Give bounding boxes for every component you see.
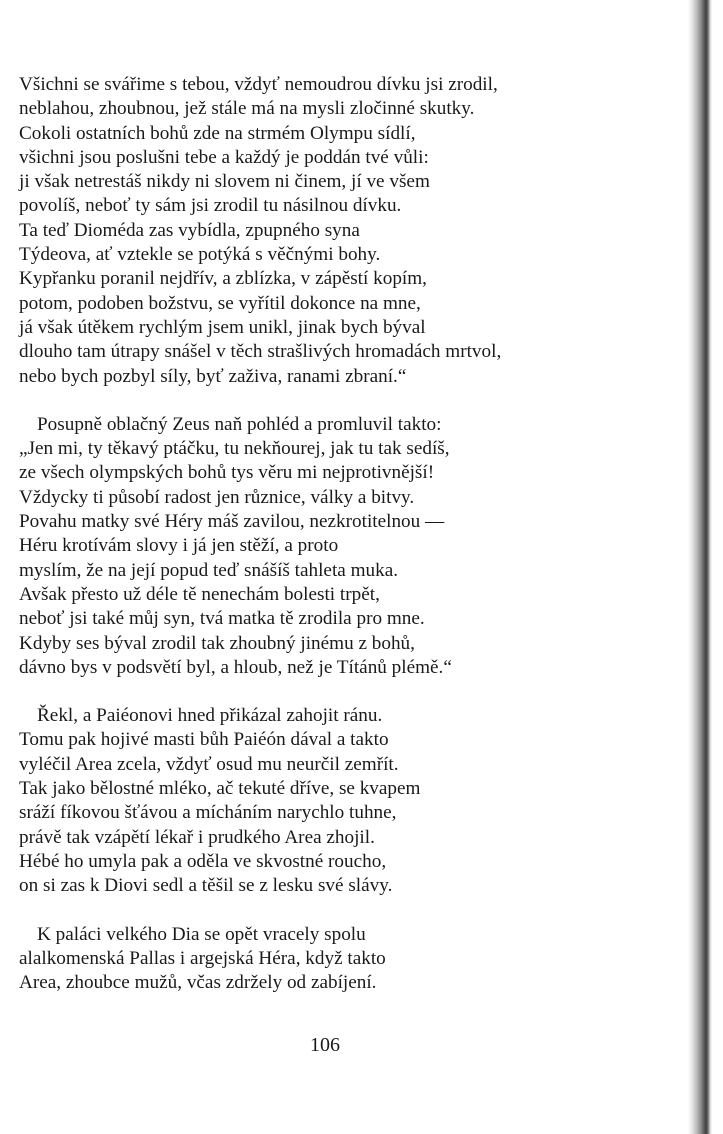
verse-line: právě tak vzápětí lékař i prudkého Area zhojil.	[19, 826, 375, 848]
verse-line: ze všech olympských bohů tys věru mi nejprotivnější!	[19, 462, 435, 484]
verse-line: Tomu pak hojivé masti bůh Paiéón dával a takto	[19, 729, 389, 751]
verse-line: Hébé ho umyla pak a oděla ve skvostné roucho,	[19, 850, 387, 872]
verse-line: Kypřanku poranil nejdřív, a zblízka, v zápěstí kopím,	[19, 268, 427, 290]
verse-line: neblahou, zhoubnou, jež stále má na mysli zločinné skutky.	[19, 98, 475, 120]
verse-line: Ta teď Dioméda zas vybídla, zpupného syna	[19, 219, 360, 241]
verse-line: Týdeova, ať vztekle se potýká s věčnými bohy.	[19, 244, 381, 266]
verse-line: Héru krotívám slovy i já jen stěží, a proto	[19, 535, 339, 557]
verse-line: Povahu matky své Héry máš zavilou, nezkrotitelnou —	[19, 511, 445, 533]
verse-line: Tak jako bělostné mléko, ač tekuté dříve, se kvapem	[19, 778, 421, 800]
verse-line: ji však netrestáš nikdy ni slovem ni činem, jí ve všem	[19, 171, 430, 193]
verse-line: potom, podoben božstvu, se vyřítil dokonce na mne,	[19, 292, 421, 314]
verse-line: vyléčil Area zcela, vždyť osud mu neurčil zemřít.	[19, 753, 399, 775]
verse-line: „Jen mi, ty těkavý ptáčku, tu nekňourej, jak tu tak sedíš,	[19, 438, 450, 460]
stanza-4	[19, 923, 659, 996]
verse-line: Kdyby ses býval zrodil tak zhoubný jinému z bohů,	[19, 632, 415, 654]
verse-line-indented: Řekl, a Paiéonovi hned přikázal zahojit ránu.	[37, 705, 383, 727]
page-number: 106	[310, 1034, 340, 1056]
verse-line: Cokoli ostatních bohů zde na strmém Olympu sídlí,	[19, 122, 416, 144]
verse-line: nebo bych pozbyl síly, byť zaživa, ranami zbraní.“	[19, 365, 407, 387]
verse-line: dávno bys v podsvětí byl, a hloub, než je Títánů plémě.“	[19, 656, 452, 678]
poem-text	[19, 73, 659, 995]
verse-line: já však útěkem rychlým jsem unikl, jinak bych býval	[19, 316, 426, 338]
verse-line: Area, zhoubce mužů, včas zdržely od zabíjení.	[19, 972, 377, 994]
verse-line: povolíš, neboť ty sám jsi zrodil tu násilnou dívku.	[19, 195, 402, 217]
verse-line-indented: Posupně oblačný Zeus naň pohléd a promluvil takto:	[37, 413, 442, 435]
book-binding-shadow	[688, 0, 723, 1134]
verse-line: Vždycky ti působí radost jen různice, války a bitvy.	[19, 486, 415, 508]
verse-line: on si zas k Diovi sedl a těšil se z lesku své slávy.	[19, 875, 393, 897]
verse-line-indented: K paláci velkého Dia se opět vracely spolu	[37, 923, 366, 945]
verse-line: všichni jsou poslušni tebe a každý je poddán tvé vůli:	[19, 146, 429, 168]
stanza-2	[19, 413, 659, 680]
verse-line: neboť jsi také můj syn, tvá matka tě zrodila pro mne.	[19, 608, 425, 630]
verse-line: Všichni se svářime s tebou, vždyť nemoudrou dívku jsi zrodil,	[19, 74, 498, 95]
verse-line: myslím, že na její popud teď snášíš tahleta muka.	[19, 559, 399, 581]
verse-line: alalkomenská Pallas i argejská Héra, když takto	[19, 947, 386, 969]
verse-line: dlouho tam útrapy snášel v těch strašlivých hromadách mrtvol,	[19, 341, 502, 363]
stanza-1	[19, 73, 659, 389]
stanza-3	[19, 704, 659, 898]
verse-line: sráží fíkovou šťávou a mícháním narychlo tuhne,	[19, 802, 397, 824]
verse-line: Avšak přesto už déle tě nenechám bolesti trpět,	[19, 583, 380, 605]
